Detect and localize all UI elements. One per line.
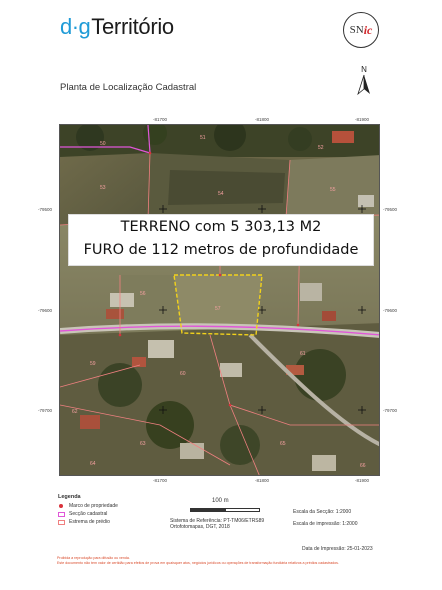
reference-line-2: Ortofotomapas, DGT, 2018 xyxy=(170,524,230,530)
footer-disclaimer xyxy=(57,556,387,566)
footer-line-2: Este documento não tem valor de certidão para efeitos de prova em quaisquer atos, negócios jurídicos ou operações de transformação fundiária relativos a prédios cadastrados. xyxy=(57,561,339,565)
scale-bar xyxy=(190,508,260,512)
annotation-line-2: FURO de 112 metros de profundidade xyxy=(83,242,359,258)
legend-item xyxy=(58,510,118,518)
legend-label: Secção cadastral xyxy=(69,511,108,517)
boundary-swatch-icon xyxy=(58,520,65,525)
aerial-photo xyxy=(60,125,380,476)
tick-top-2: -81800 xyxy=(255,117,270,122)
parcel-number: 61 xyxy=(300,351,306,357)
annotation-box xyxy=(68,214,374,266)
parcel-number: 54 xyxy=(218,191,224,197)
legend-label: Estrema de prédio xyxy=(69,519,110,525)
parcel-number: 55 xyxy=(330,187,336,193)
print-date: Data de Impressão: 25-01-2023 xyxy=(302,546,373,552)
legend-item xyxy=(58,518,118,526)
parcel-number: 63 xyxy=(140,441,146,447)
tick-bottom-3: -81900 xyxy=(355,478,370,483)
parcel-number: 56 xyxy=(140,291,146,297)
tick-left-2: -79600 xyxy=(38,308,53,313)
tick-bottom-2: -81800 xyxy=(255,478,270,483)
logo-word: Território xyxy=(91,14,174,39)
parcel-number: 51 xyxy=(200,135,206,141)
north-arrow-icon xyxy=(354,64,374,100)
reference-system xyxy=(170,518,264,530)
legend-label: Marco de propriedade xyxy=(69,503,118,509)
legend-item xyxy=(58,502,118,510)
scales-info xyxy=(293,506,357,530)
tick-top-1: -81700 xyxy=(153,117,168,122)
parcel-number: 65 xyxy=(280,441,286,447)
parcel-number: 59 xyxy=(90,361,96,367)
tick-bottom-1: -81700 xyxy=(153,478,168,483)
snic-sn: SN xyxy=(349,24,364,36)
annotation-line-1: TERRENO com 5 303,13 M2 xyxy=(120,219,322,235)
scale-bar-label: 100 m xyxy=(212,498,229,504)
parcel-number: 57 xyxy=(215,306,221,312)
tick-right-1: -79500 xyxy=(383,207,398,212)
legend-title: Legenda xyxy=(58,494,81,500)
section-scale: Escala da Secção: 1:2000 xyxy=(293,509,352,515)
reference-line-1: Sistema de Referência: PT-TM06/ETRS89 xyxy=(170,518,265,524)
parcel-number: 50 xyxy=(100,141,106,147)
parcel-number: 53 xyxy=(100,185,106,191)
tick-left-1: -79500 xyxy=(38,207,53,212)
parcel-number: 60 xyxy=(180,371,186,377)
footer-line-1: Proibida a reprodução para difusão ou venda. xyxy=(57,556,130,560)
section-swatch-icon xyxy=(58,512,65,517)
snic-logo xyxy=(343,12,379,48)
dgterritorio-logo xyxy=(60,12,174,42)
parcel-number: 52 xyxy=(318,145,324,151)
parcel-number: 66 xyxy=(360,463,366,469)
logo-prefix: d·g xyxy=(60,14,91,39)
cadastral-map[interactable] xyxy=(59,124,380,476)
north-label: N xyxy=(361,65,367,74)
tick-left-3: -79700 xyxy=(38,408,53,413)
print-scale: Escala de impressão: 1:2000 xyxy=(293,521,358,527)
tick-right-3: -79700 xyxy=(383,408,398,413)
parcel-number: 62 xyxy=(72,409,78,415)
page-title: Planta de Localização Cadastral xyxy=(60,82,197,93)
legend xyxy=(58,494,118,526)
marker-icon xyxy=(59,504,63,508)
parcel-number: 64 xyxy=(90,461,96,467)
snic-ic: ic xyxy=(363,22,373,37)
tick-top-3: -81900 xyxy=(355,117,370,122)
tick-right-2: -79600 xyxy=(383,308,398,313)
